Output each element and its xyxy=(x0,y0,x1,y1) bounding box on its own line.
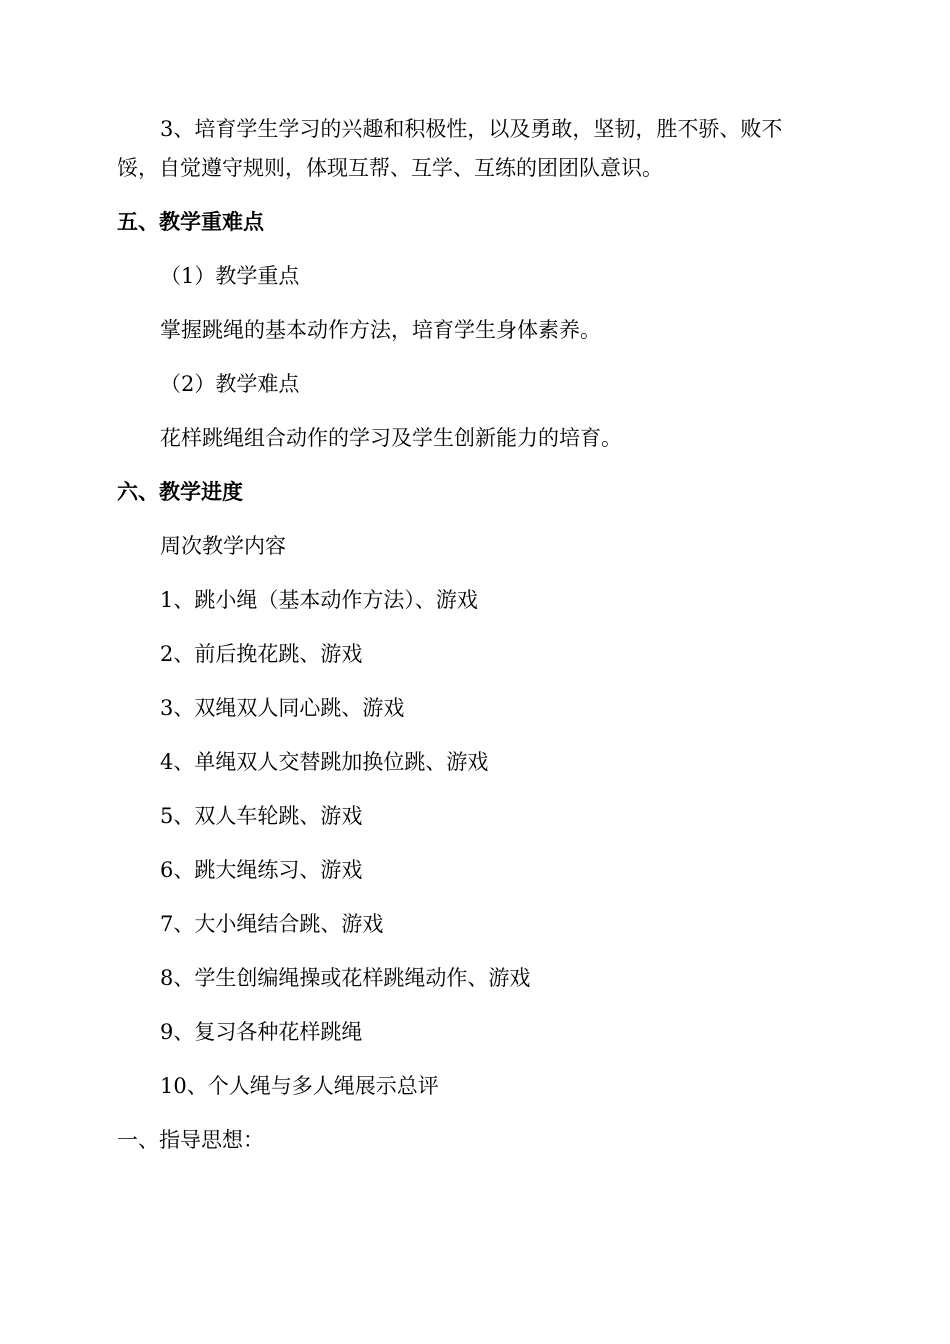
schedule-item-4: 4、单绳双人交替跳加换位跳、游戏 xyxy=(160,750,489,774)
section-5-heading: 五、教学重难点 xyxy=(117,209,264,234)
schedule-item-8: 8、学生创编绳操或花样跳绳动作、游戏 xyxy=(160,966,531,990)
schedule-item-7: 7、大小绳结合跳、游戏 xyxy=(160,912,384,936)
key-point-label: （1）教学重点 xyxy=(160,264,300,288)
schedule-item-5: 5、双人车轮跳、游戏 xyxy=(160,804,363,828)
schedule-item-9: 9、复习各种花样跳绳 xyxy=(160,1020,363,1044)
difficulty-text: 花样跳绳组合动作的学习及学生创新能力的培育。 xyxy=(160,426,622,450)
schedule-item-3: 3、双绳双人同心跳、游戏 xyxy=(160,696,405,720)
intro-paragraph-line-2: 馁，自觉遵守规则，体现互帮、互学、互练的团团队意识。 xyxy=(117,156,663,180)
schedule-item-2: 2、前后挽花跳、游戏 xyxy=(160,642,363,666)
section-6-heading: 六、教学进度 xyxy=(117,479,243,504)
schedule-item-6: 6、跳大绳练习、游戏 xyxy=(160,858,363,882)
schedule-header: 周次教学内容 xyxy=(160,534,286,558)
key-point-text: 掌握跳绳的基本动作方法，培育学生身体素养。 xyxy=(160,318,601,342)
schedule-item-10: 10、个人绳与多人绳展示总评 xyxy=(160,1074,439,1098)
schedule-item-1: 1、跳小绳（基本动作方法）、游戏 xyxy=(160,588,478,612)
difficulty-label: （2）教学难点 xyxy=(160,372,300,396)
section-1-heading: 一、指导思想： xyxy=(117,1128,264,1152)
intro-paragraph-line-1: 3、培育学生学习的兴趣和积极性，以及勇敢，坚韧，胜不骄、败不 xyxy=(160,117,783,141)
